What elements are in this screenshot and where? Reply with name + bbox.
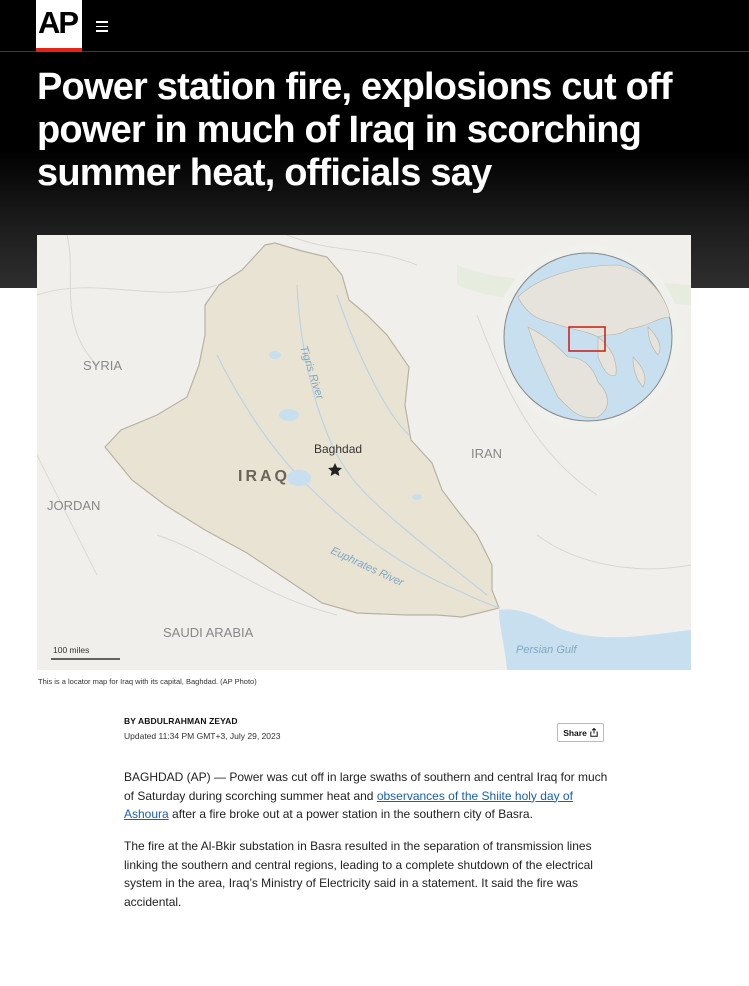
label-saudi-arabia: SAUDI ARABIA <box>163 625 254 640</box>
article-headline: Power station fire, explosions cut off power in much of Iraq in scorching summer heat, officials say <box>37 66 672 194</box>
label-baghdad: Baghdad <box>314 442 363 456</box>
article-paragraph-1 <box>124 768 609 824</box>
share-label: Share <box>563 727 587 738</box>
paragraph-1-text-before: BAGHDAD (AP) — Power was cut off in large swaths of southern and central Iraq for much of Saturday during scorching summer heat and <box>124 770 608 803</box>
label-syria: SYRIA <box>83 358 123 373</box>
top-navigation-bar <box>0 0 749 52</box>
ap-logo-text: AP <box>38 5 78 40</box>
locator-map-image <box>37 235 691 670</box>
label-persian-gulf: Persian Gulf <box>516 644 577 656</box>
globe-inset <box>495 244 681 430</box>
share-icon <box>590 728 598 737</box>
hamburger-menu-icon[interactable] <box>94 18 110 34</box>
label-tigris-river: Tigris River <box>297 344 326 401</box>
scale-bar-label: 100 miles <box>53 645 90 655</box>
label-iran: IRAN <box>471 446 503 461</box>
share-button[interactable] <box>557 723 604 742</box>
article-paragraph-2: The fire at the Al-Bkir substation in Basra resulted in the separation of transmission lines linking the southern and central regions, leading to a complete shutdown of the electrical system in the area, Iraq’s Ministry of Electricity said in a statement. It said the fire was accidental. <box>124 839 593 909</box>
ashoura-link[interactable]: observances of the Shiite holy day of Ashoura <box>124 788 573 821</box>
map-caption: This is a locator map for Iraq with its capital, Baghdad. (AP Photo) <box>38 677 257 686</box>
label-euphrates-river: Euphrates River <box>328 544 406 590</box>
label-jordan: JORDAN <box>47 498 101 513</box>
byline: BY ABDULRAHMAN ZEYAD <box>124 716 238 726</box>
ap-logo[interactable] <box>36 0 82 52</box>
updated-timestamp: Updated 11:34 PM GMT+3, July 29, 2023 <box>124 731 281 741</box>
label-iraq: IRAQ <box>238 468 290 485</box>
paragraph-1-text-after: after a fire broke out at a power station in the southern city of Basra. <box>168 807 533 821</box>
